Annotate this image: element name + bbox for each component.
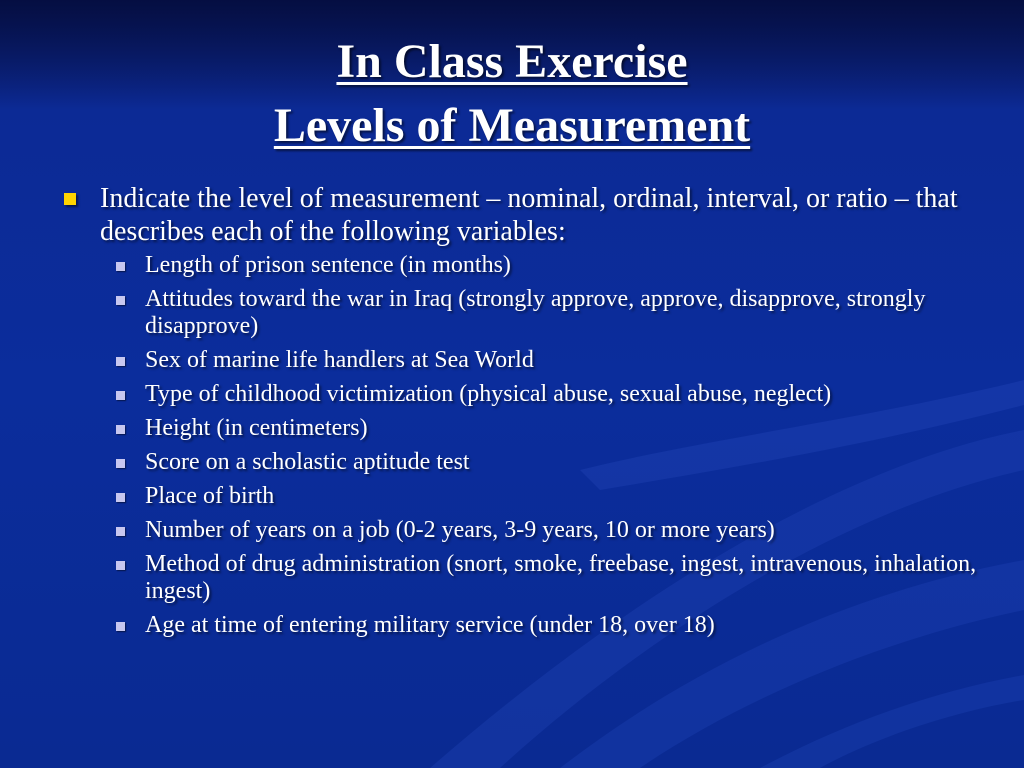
- slide-title: [0, 30, 1024, 158]
- list-item-text: Place of birth: [145, 483, 275, 509]
- square-bullet-icon: [116, 561, 125, 570]
- list-item-text: Method of drug administration (snort, smoke, freebase, ingest, intravenous, inhalation, ingest): [145, 551, 977, 604]
- list-item-text: Age at time of entering military service (under 18, over 18): [145, 612, 715, 638]
- list-item-text: Sex of marine life handlers at Sea World: [145, 347, 534, 373]
- list-item-text: Type of childhood victimization (physical abuse, sexual abuse, neglect): [145, 381, 832, 407]
- square-bullet-icon: [116, 296, 125, 305]
- main-bullet-item: [60, 182, 990, 248]
- list-item-text: Height (in centimeters): [145, 415, 368, 441]
- square-bullet-icon: [116, 391, 125, 400]
- list-item: [60, 415, 990, 442]
- square-bullet-icon: [64, 193, 76, 205]
- list-item-text: Length of prison sentence (in months): [145, 252, 511, 278]
- list-item-text: Attitudes toward the war in Iraq (strongly approve, approve, disapprove, strongly disapprove): [145, 286, 926, 339]
- slide-content: [60, 182, 990, 646]
- list-item: [60, 381, 990, 408]
- square-bullet-icon: [116, 357, 125, 366]
- square-bullet-icon: [116, 493, 125, 502]
- square-bullet-icon: [116, 622, 125, 631]
- list-item: [60, 347, 990, 374]
- list-item: [60, 517, 990, 544]
- list-item: [60, 286, 990, 340]
- square-bullet-icon: [116, 527, 125, 536]
- list-item: [60, 612, 990, 639]
- square-bullet-icon: [116, 262, 125, 271]
- list-item-text: Number of years on a job (0-2 years, 3-9 years, 10 or more years): [145, 517, 775, 543]
- list-item: [60, 551, 990, 605]
- title-line-2: Levels of Measurement: [273, 99, 751, 152]
- variable-list: [60, 252, 990, 639]
- square-bullet-icon: [116, 425, 125, 434]
- list-item-text: Score on a scholastic aptitude test: [145, 449, 470, 475]
- square-bullet-icon: [116, 459, 125, 468]
- title-line-1: In Class Exercise: [336, 35, 688, 88]
- list-item: [60, 483, 990, 510]
- list-item: [60, 252, 990, 279]
- list-item: [60, 449, 990, 476]
- main-bullet-text: Indicate the level of measurement – nominal, ordinal, interval, or ratio – that describes each of the following variables:: [100, 183, 958, 247]
